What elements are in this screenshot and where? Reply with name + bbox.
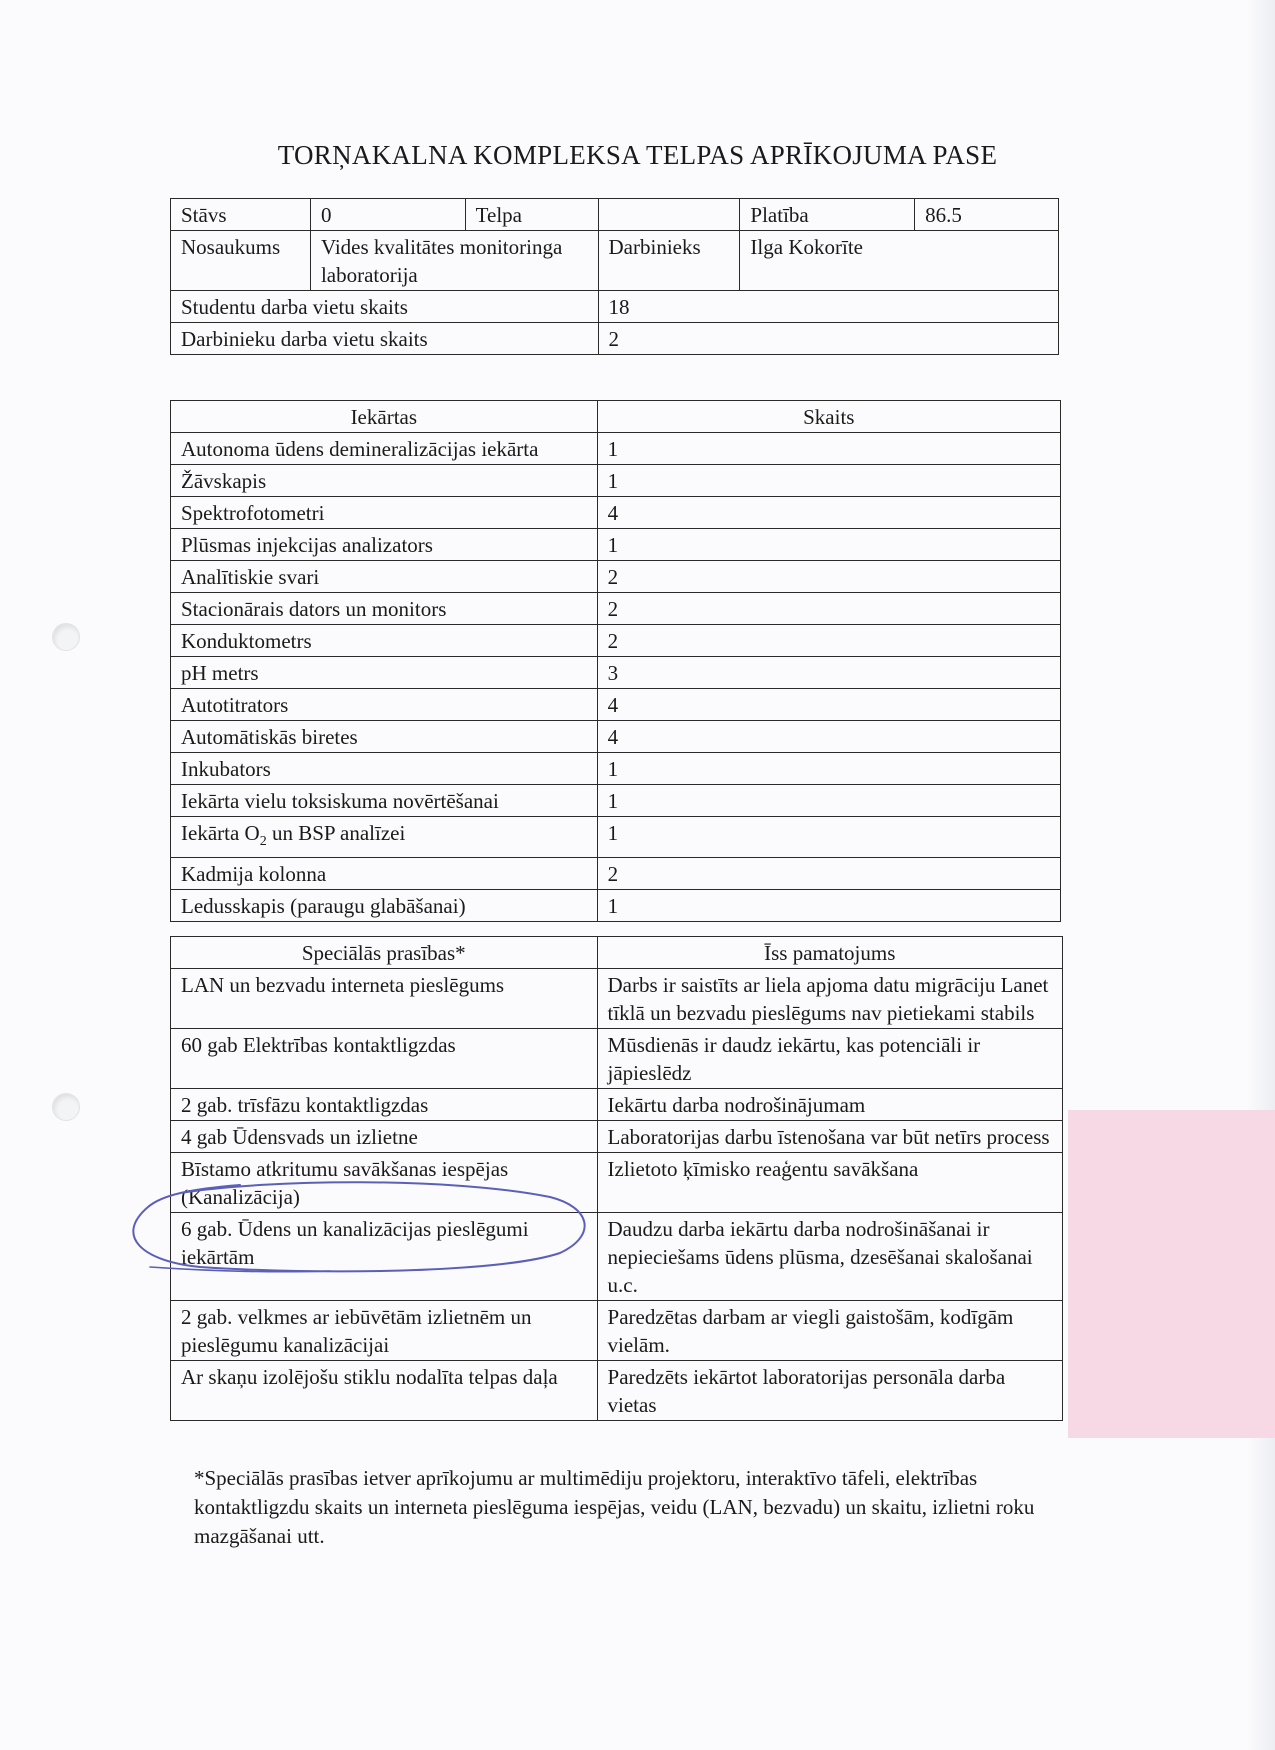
- equipment-count: 1: [597, 753, 1060, 785]
- pink-sticky-note: [1068, 1110, 1275, 1438]
- justification: Mūsdienās ir daudz iekārtu, kas potenciāli ir jāpieslēdz: [597, 1029, 1062, 1089]
- requirement: LAN un bezvadu interneta pieslēgums: [171, 969, 598, 1029]
- justification: Darbs ir saistīts ar liela apjoma datu migrāciju Lanet tīklā un bezvadu pieslēgums nav pietiekami stabils: [597, 969, 1062, 1029]
- table-row: [171, 689, 1061, 721]
- info-row-name: [171, 231, 1059, 291]
- equipment-name: Ledusskapis (paraugu glabāšanai): [171, 890, 598, 922]
- table-row: [171, 657, 1061, 689]
- requirement: 6 gab. Ūdens un kanalizācijas pieslēgumi iekārtām: [171, 1213, 598, 1301]
- justification: Paredzētas darbam ar viegli gaistošām, kodīgām vielām.: [597, 1301, 1062, 1361]
- equipment-count: 4: [597, 721, 1060, 753]
- info-row-employee-seats: [171, 323, 1059, 355]
- equipment-name: Konduktometrs: [171, 625, 598, 657]
- equipment-name: pH metrs: [171, 657, 598, 689]
- justification: Daudzu darba iekārtu darba nodrošināšanai ir nepieciešams ūdens plūsma, dzesēšanai skalošanai u.c.: [597, 1213, 1062, 1301]
- punch-hole-bottom: [52, 1093, 80, 1121]
- table-row: [171, 1089, 1063, 1121]
- table-row: [171, 465, 1061, 497]
- table-row: [171, 1361, 1063, 1421]
- table-row: [171, 1121, 1063, 1153]
- equipment-name: Žāvskapis: [171, 465, 598, 497]
- equipment-count: 4: [597, 497, 1060, 529]
- name-value: Vides kvalitātes monitoringa laboratorija: [310, 231, 598, 291]
- equipment-name: Stacionārais dators un monitors: [171, 593, 598, 625]
- equipment-header-row: [171, 401, 1061, 433]
- requirement: 4 gab Ūdensvads un izlietne: [171, 1121, 598, 1153]
- table-row: [171, 497, 1061, 529]
- requirement: Bīstamo atkritumu savākšanas iespējas (Kanalizācija): [171, 1153, 598, 1213]
- equipment-name-part: un BSP analīzei: [266, 821, 406, 845]
- table-row: [171, 969, 1063, 1029]
- table-row: [171, 1029, 1063, 1089]
- equipment-name: Autonoma ūdens demineralizācijas iekārta: [171, 433, 598, 465]
- info-row-floor: [171, 199, 1059, 231]
- equipment-count: 2: [597, 625, 1060, 657]
- requirement: 2 gab. trīsfāzu kontaktligzdas: [171, 1089, 598, 1121]
- table-row: [171, 1153, 1063, 1213]
- equipment-table: [170, 400, 1061, 922]
- equipment-count: 1: [597, 785, 1060, 817]
- table-row: [171, 561, 1061, 593]
- table-row: [171, 529, 1061, 561]
- equipment-name: Autotitrators: [171, 689, 598, 721]
- name-label: Nosaukums: [171, 231, 311, 291]
- equipment-count: 1: [597, 433, 1060, 465]
- requirements-table: [170, 936, 1063, 1421]
- room-value: [598, 199, 740, 231]
- equipment-count: 2: [597, 561, 1060, 593]
- equipment-name: Analītiskie svari: [171, 561, 598, 593]
- room-info-table: [170, 198, 1059, 355]
- area-label: Platība: [740, 199, 915, 231]
- requirements-header-row: [171, 937, 1063, 969]
- footnote: *Speciālās prasības ietver aprīkojumu ar multimēdiju projektoru, interaktīvo tāfeli, elektrības kontaktligzdu skaits un interneta pieslēguma iespējas, veidu (LAN, bezvadu) un skaitu, izlietni roku mazgāšanai utt.: [194, 1466, 1035, 1548]
- justification: Laboratorijas darbu īstenošana var būt netīrs process: [597, 1121, 1062, 1153]
- equipment-count: 3: [597, 657, 1060, 689]
- table-row: [171, 721, 1061, 753]
- table-row: [171, 817, 1061, 858]
- table-row: [171, 858, 1061, 890]
- area-value: 86.5: [915, 199, 1059, 231]
- room-label: Telpa: [465, 199, 598, 231]
- punch-hole-top: [52, 623, 80, 651]
- requirement: 2 gab. velkmes ar iebūvētām izlietnēm un pieslēgumu kanalizācijai: [171, 1301, 598, 1361]
- requirement: Ar skaņu izolējošu stiklu nodalīta telpas daļa: [171, 1361, 598, 1421]
- justification: Paredzēts iekārtot laboratorijas personāla darba vietas: [597, 1361, 1062, 1421]
- subscript-two: 2: [259, 834, 267, 850]
- equipment-count: 2: [597, 593, 1060, 625]
- table-row: [171, 1301, 1063, 1361]
- employee-seats-label: Darbinieku darba vietu skaits: [171, 323, 599, 355]
- equipment-count: 1: [597, 529, 1060, 561]
- floor-label: Stāvs: [171, 199, 311, 231]
- table-row: [171, 593, 1061, 625]
- equipment-count: 4: [597, 689, 1060, 721]
- employee-seats-value: 2: [598, 323, 1059, 355]
- equipment-name: Automātiskās biretes: [171, 721, 598, 753]
- requirements-header-req: Speciālās prasības*: [171, 937, 598, 969]
- justification: Iekārtu darba nodrošinājumam: [597, 1089, 1062, 1121]
- equipment-name: Plūsmas injekcijas analizators: [171, 529, 598, 561]
- table-row: [171, 785, 1061, 817]
- requirement: 60 gab Elektrības kontaktligzdas: [171, 1029, 598, 1089]
- equipment-name: Iekārta vielu toksiskuma novērtēšanai: [171, 785, 598, 817]
- justification: Izlietoto ķīmisko reaģentu savākšana: [597, 1153, 1062, 1213]
- page-title: TORŅAKALNA KOMPLEKSA TELPAS APRĪKOJUMA PASE: [277, 140, 998, 170]
- equipment-name: Spektrofotometri: [171, 497, 598, 529]
- employee-label: Darbinieks: [598, 231, 740, 291]
- page-edge-shadow: [1247, 0, 1275, 1750]
- floor-value: 0: [310, 199, 465, 231]
- table-row: [171, 890, 1061, 922]
- equipment-header-item: Iekārtas: [171, 401, 598, 433]
- equipment-name: Inkubators: [171, 753, 598, 785]
- table-row: [171, 753, 1061, 785]
- employee-value: Ilga Kokorīte: [740, 231, 1059, 291]
- info-row-student-seats: [171, 291, 1059, 323]
- equipment-name-part: Iekārta O: [181, 821, 260, 845]
- table-row: [171, 1213, 1063, 1301]
- student-seats-label: Studentu darba vietu skaits: [171, 291, 599, 323]
- requirements-header-reason: Īss pamatojums: [597, 937, 1062, 969]
- equipment-count: 1: [597, 465, 1060, 497]
- equipment-count: 2: [597, 858, 1060, 890]
- equipment-count: 1: [597, 817, 1060, 858]
- equipment-name: [171, 817, 598, 858]
- table-row: [171, 625, 1061, 657]
- equipment-name: Kadmija kolonna: [171, 858, 598, 890]
- equipment-header-count: Skaits: [597, 401, 1060, 433]
- equipment-count: 1: [597, 890, 1060, 922]
- student-seats-value: 18: [598, 291, 1059, 323]
- table-row: [171, 433, 1061, 465]
